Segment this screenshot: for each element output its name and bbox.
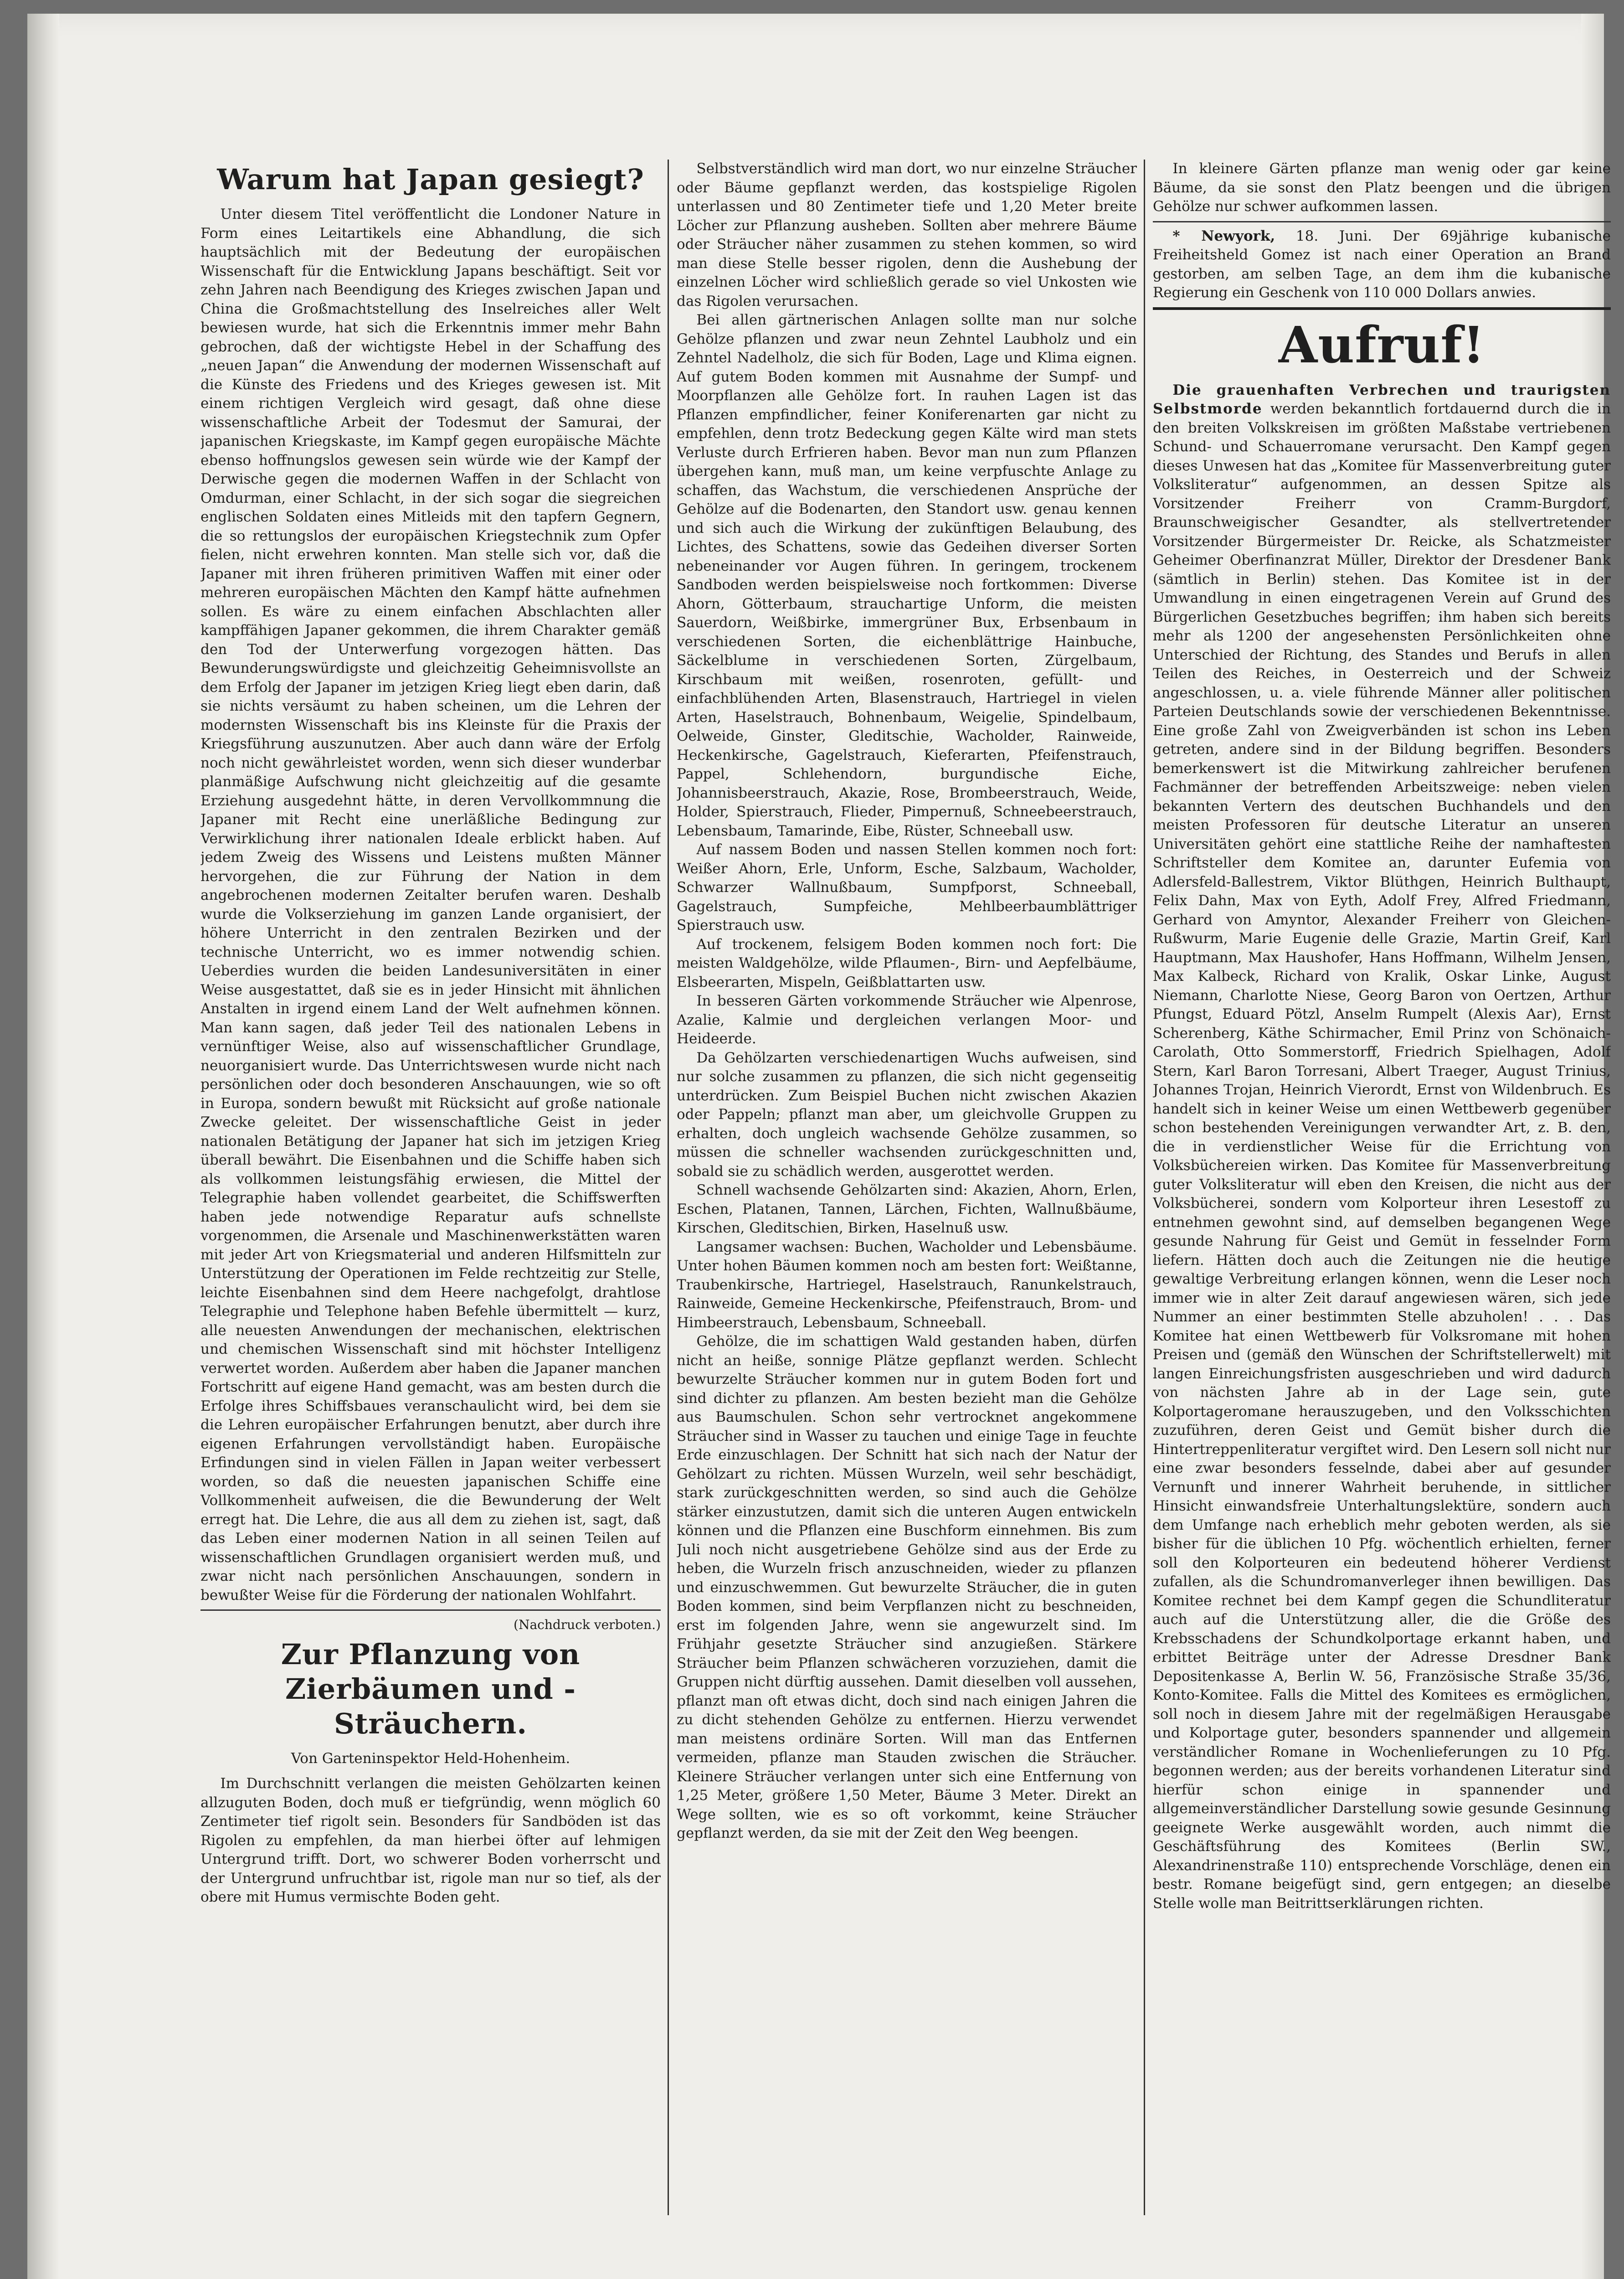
news-dateline: * Newyork, [1172, 227, 1275, 244]
article-paragraph: In kleinere Gärten pflanze man wenig oder gar keine Bäume, da sie sonst den Platz beengen und die übrigen Gehölze nur schwer aufkommen lassen. [1153, 160, 1611, 215]
column-middle [677, 160, 1137, 2215]
article-separator [200, 1609, 661, 1611]
news-item [1153, 227, 1611, 303]
article-paragraph: Auf nassem Boden und nassen Stellen kommen noch fort: Weißer Ahorn, Erle, Unform, Esche, Salzbaum, Wacholder, Schwarzer Wallnußbaum, Sumpfporst, Schneeball, Gagelstrauch, Sumpfeiche, Mehlbeerbaumblättriger Spierstrauch usw. [677, 841, 1137, 933]
article-byline: Von Garteninspektor Held-Hohenheim. [291, 1750, 570, 1767]
article-paragraph: Gehölze, die im schattigen Wald gestanden haben, dürfen nicht an heiße, sonnige Plätze gepflanzt werden. Schlecht bewurzelte Sträucher kommen nur in gutem Boden fort und sind dichter zu pflanzen. Am besten bezieht man die Gehölze aus Baumschulen. Schon sehr vertrocknet angekommene Sträucher sind in Wasser zu tauchen und einige Tage in feuchte Erde einzuschlagen. Der Schnitt hat sich nach der Natur der Gehölzart zu richten. Müssen Wurzeln, weil sehr beschädigt, stark zurückgeschnitten werden, so sind auch die Gehölze stärker einzustutzen, damit sich die unteren Augen entwickeln können und die Pflanzen eine Buschform einnehmen. Bis zum Juli noch nicht ausgetriebene Gehölze sind aus der Erde zu heben, die Wurzeln frisch anzuschneiden, wieder zu pflanzen und einzuschwemmen. Gut bewurzelte Sträucher, die in guten Boden kommen, sind beim Verpflanzen nicht zu beschneiden, erst im folgenden Jahre, wenn sie angewurzelt sind. Im Frühjahr gesetzte Sträucher sind anzugießen. Stärkere Sträucher beim Pflanzen schwächeren vorzuziehen, damit die Gruppen nicht dürftig aussehen. Damit dieselben voll aussehen, pflanzt man oft etwas dicht, doch sind nach einigen Jahren die zu dicht stehenden Gehölze zu entfernen. Hierzu verwendet man meistens ordinäre Sorten. Will man das Entfernen vermeiden, pflanze man Stauden zwischen die Sträucher. Kleinere Sträucher verlangen unter sich eine Entfernung von 1,25 Meter, größere 1,50 Meter, Bäume 3 Meter. Direkt an Wege sollten, wie es so oft vorkommt, keine Sträucher gepflanzt werden, da sie mit der Zeit den Weg beengen. [677, 1333, 1137, 1841]
column-left [200, 160, 661, 2215]
appeal-paragraph [1153, 381, 1611, 1913]
article-paragraph: Auf trockenem, felsigem Boden kommen noch fort: Die meisten Waldgehölze, wilde Pflaumen-, Birn- und Aepfelbäume, Elsbeerarten, Mispeln, Geißblattarten usw. [677, 936, 1137, 990]
article-paragraph: Im Durchschnitt verlangen die meisten Gehölzarten keinen allzuguten Boden, doch muß er tiefgründig, wenn möglich 60 Zentimeter tief rigolt sein. Besonders für Sandböden ist das Rigolen zu empfehlen, da man hierbei öfter auf lehmigen Untergrund trifft. Dort, wo schwerer Boden vorherrscht und der Untergrund unfruchtbar ist, rigole man nur so tief, als der obere mit Humus vermischte Boden geht. [200, 1775, 661, 1905]
column-right [1153, 160, 1611, 2215]
article-paragraph: Da Gehölzarten verschiedenartigen Wuchs aufweisen, sind nur solche zusammen zu pflanzen, die sich nicht gegenseitig unterdrücken. Zum Beispiel Buchen nicht zwischen Akazien oder Pappeln; pflanzt man aber, um gleichvolle Gruppen zu erhalten, doch ungleich wachsende Gehölze zusammen, so müssen die schneller wachsenden zurückgeschnitten und, sobald sie zu schädlich werden, ausgerottet werden. [677, 1049, 1137, 1180]
article-paragraph: Unter diesem Titel veröffentlicht die Londoner Nature in Form eines Leitartikels eine Abhandlung, die sich hauptsächlich mit der Bedeutung der europäischen Wissenschaft für die Entwicklung Japans beschäftigt. Seit vor zehn Jahren nach Beendigung des Krieges zwischen Japan und China die Großmachtstellung des Inselreiches aller Welt bewiesen wurde, hat sich die Erkenntnis immer mehr Bahn gebrochen, daß der wichtigste Hebel in der Schaffung des „neuen Japan“ die Anwendung der modernen Wissenschaft auf die Künste des Friedens und des Krieges gewesen ist. Mit einem richtigen Vergleich wird gesagt, daß ohne diese wissenschaftliche Arbeit der Todesmut der Samurai, der japanischen Kriegskaste, im Kampf gegen europäische Mächte ebenso hoffnungslos gewesen sein würde wie der Kampf der Derwische gegen die modernen Waffen in der Schlacht von Omdurman, einer Schlacht, in der sich sogar die siegreichen englischen Soldaten eines Mitleids mit den tapfern Gegnern, die so rettungslos der europäischen Kriegstechnik zum Opfer fielen, nicht erwehren konnten. Man stelle sich vor, daß die Japaner mit ihren früheren primitiven Waffen mit einer oder mehreren europäischen Mächten den Kampf hätte aufnehmen sollen. Es wäre zu einem einfachen Abschlachten aller kampffähigen Japaner gekommen, die ihrem Charakter gemäß den Tod der Unterwerfung vorgezogen hätten. Das Bewunderungswürdigste und gleichzeitig Geheimnisvollste an dem Erfolg der Japaner im jetzigen Krieg liegt eben darin, daß sie nichts versäumt zu haben scheinen, um die Lehren der modernsten Wissenschaft bis ins Kleinste für die Praxis der Kriegsführung auszunutzen. Aber auch dann wäre der Erfolg noch nicht gewährleistet worden, wenn sich dieser wunderbar planmäßige Aufschwung nicht gleichzeitig auf die gesamte Erziehung ausgedehnt hätte, in deren Vervollkommnung die Japaner mit Recht eine unerläßliche Bedingung zur Verwirklichung ihrer nationalen Ideale erblickt haben. Auf jedem Zweig des Wissens und Leistens mußten Männer hervorgehen, die zur Führung der Nation in dem angebrochenen modernen Zeitalter berufen waren. Deshalb wurde die Volkserziehung im ganzen Lande organisiert, der höhere Unterricht in den zentralen Bezirken und der technische Unterricht, wo es immer notwendig schien. Ueberdies wurden die beiden Landesuniversitäten in einer Weise ausgestattet, daß sie es in jeder Hinsicht mit ähnlichen Anstalten in irgend einem Land der Welt aufnehmen können. Man kann sagen, daß jeder Teil des nationalen Lebens in vernünftiger Weise, also auf wissenschaftlicher Grundlage, neuorganisiert wurde. Das Unterrichtswesen wurde nicht nach persönlichen oder doch besonderen Anschauungen, wie so oft in Europa, sondern bewußt mit Rücksicht auf große nationale Zwecke geleitet. Der wissenschaftliche Geist in jeder nationalen Betätigung der Japaner hat sich im jetzigen Krieg überall bewährt. Die Eisenbahnen und die Schiffe haben sich als vollkommen leistungsfähig erwiesen, die Mittel der Telegraphie haben vollendet gearbeitet, die Schiffswerften haben jede notwendige Reparatur aufs schnellste vorgenommen, die Arsenale und Maschinenwerkstätten waren mit jeder Art von Kriegsmaterial und anderen Hilfsmitteln zur Unterstützung der Operationen im Felde rechtzeitig zur Stelle, leichte Eisenbahnen sind dem Heere nachgefolgt, drahtlose Telegraphie und Telephone haben Befehle übermittelt — kurz, alle neuesten Anwendungen der mechanischen, elektrischen und chemischen Wissenschaft sind mit höchster Intelligenz verwertet worden. Außerdem aber haben die Japaner manchen Fortschritt auf eigene Hand gemacht, was am besten durch die Erfolge ihres Schiffsbaues veranschaulicht wird, bei dem sie die Lehren europäischer Erfahrungen benutzt, aber durch ihre eigenen Erfahrungen vervollständigt haben. Europäische Erfindungen sind in vielen Fällen in Japan weiter verbessert worden, so daß die neuesten japanischen Schiffe eine Vollkommenheit aufweisen, die die Bewunderung der Welt erregt hat. Die Lehre, die aus all dem zu ziehen ist, sagt, daß das Leben einer modernen Nation in all seinen Teilen auf wissenschaftlichen Grundlagen organisiert werden muß, und zwar nicht nach persönlichen Anschauungen, sondern in bewußter Weise für die Förderung der nationalen Wohlfahrt. [200, 206, 661, 1604]
appeal-title: Aufruf! [1278, 315, 1485, 374]
article-paragraph: Selbstverständlich wird man dort, wo nur einzelne Sträucher oder Bäume gepflanzt werden, das kostspielige Rigolen unterlassen und 80 Zentimeter tiefe und 1,20 Meter breite Löcher zur Pflanzung ausheben. Sollten aber mehrere Bäume oder Sträucher näher zusammen zu stehen kommen, so wird man diese Stelle besser rigolen, denn die Aushebung der einzelnen Löcher wird schließlich gerade so viel Unkosten wie das Rigolen verursachen. [677, 160, 1137, 309]
column-divider [668, 160, 669, 2215]
page-binding-shadow [27, 14, 59, 2279]
appeal-text: werden bekanntlich fortdauernd durch die in den breiten Volkskreisen im größten Maßstabe vertriebenen Schund- und Schauerromane verursacht. Den Kampf gegen dieses Unwesen hat das „Komitee für Massenverbreitung guter Volksliteratur“ aufgenommen, an dessen Spitze als Vorsitzender Freiherr von Cramm-Burgdorf, Braunschweigischer Gesandter, als stellvertretender Vorsitzender Bürgermeister Dr. Reicke, als Schatzmeister Geheimer Oberfinanzrat Müller, Direktor der Dresdener Bank (sämtlich in Berlin) stehen. Das Komitee ist in der Umwandlung in einen eingetragenen Verein auf Grund des Bürgerlichen Gesetzbuches begriffen; ihm haben sich bereits mehr als 1200 der angesehensten Persönlichkeiten ohne Unterschied der Richtung, des Standes und Berufs in allen Teilen des Reiches, in Oesterreich und der Schweiz angeschlossen, u. a. viele führende Männer aller politischen Parteien Deutschlands sowie der verschiedenen Bekenntnisse. Eine große Zahl von Zweigverbänden ist schon ins Leben getreten, andere sind in der Bildung begriffen. Besonders bemerkenswert ist die Mitwirkung zahlreicher berufenen Fachmänner der betreffenden Arbeitszweige: neben vielen bekannten Vertern des deutschen Buchhandels und den meisten Professoren für deutsche Literatur an unseren Universitäten gehört eine stattliche Reihe der namhaftesten Schriftsteller dem Komitee an, darunter Eufemia von Adlersfeld-Ballestrem, Viktor Blüthgen, Heinrich Bulthaupt, Felix Dahn, Max von Eyth, Adolf Frey, Alfred Friedmann, Gerhard von Amyntor, Alexander Freiherr von Gleichen-Rußwurm, Marie Eugenie delle Grazie, Martin Greif, Karl Hauptmann, Max Haushofer, Hans Hoffmann, Wilhelm Jensen, Max Kalbeck, Richard von Kralik, Oskar Linke, August Niemann, Charlotte Niese, Georg Baron von Oertzen, Arthur Pfungst, Eduard Pötzl, Anselm Rumpelt (Alexis Aar), Ernst Scherenberg, Käthe Schirmacher, Emil Prinz von Schönaich-Carolath, Otto Sommerstorff, Friedrich Spielhagen, Adolf Stern, Karl Baron Torresani, Albert Traeger, August Trinius, Johannes Trojan, Heinrich Vierordt, Ernst von Wildenbruch. Es handelt sich in keiner Weise um einen Wettbewerb gegenüber schon bestehenden Vereinigungen verwandter Art, z. B. den, die in verdienstlicher Weise für die Errichtung von Volksbüchereien wirken. Das Komitee für Massenverbreitung guter Volksliteratur will eben den Kreisen, die nicht aus der Volksbücherei, sondern vom Kolporteur ihren Lesestoff zu entnehmen gewohnt sind, auf demselben begangenen Wege gesunde Nahrung für Geist und Gemüt in fesselnder Form liefern. Hätten doch auch die Zeitungen nie die heutige gewaltige Verbreitung erlangen können, wenn die Leser noch immer wie in alter Zeit darauf angewiesen wären, sich jede Nummer an einer bestimmten Stelle abzuholen! . . . Das Komitee hat einen Wettbewerb für Volksromane mit hohen Preisen und (gemäß den Wünschen der Schriftstellerwelt) mit langen Einreichungsfristen ausgeschrieben und wird dadurch von nächsten Jahre ab in der Lage sein, gute Kolportageromane herauszugeben, und den Volksschichten zuzuführen, deren Geist und Gemüt bisher durch die Hintertreppenliteratur vergiftet wird. Den Lesern soll nicht nur eine zwar besonders fesselnde, dabei aber auf gesunder Vernunft und innerer Wahrheit beruhende, in sittlicher Hinsicht einwandsfreie Unterhaltungslektüre, sondern auch dem Umfange nach erheblich mehr geboten werden, als sie bisher für die üblichen 10 Pfg. wöchentlich erhielten, ferner soll den Kolporteuren ein bedeutend höherer Verdienst zufallen, als die Schundromanverleger ihnen bewilligen. Das Komitee rechnet bei dem Kampf gegen die Schundliteratur auch auf die Unterstützung aller, die die Größe des Krebsschadens der Schundkolportage erkannt haben, und erbittet Beiträge unter der Adresse Dresdner Bank Depositenkasse A, Berlin W. 56, Französische Straße 35/36, Konto-Komitee. Falls die Mittel des Komitees es ermöglichen, soll noch in diesem Jahre mit der regelmäßigen Herausgabe und Kolportage guter, besonders spannender und allgemein verständlicher Romane in Wochenlieferungen zu 10 Pfg. begonnen werden; aus der bereits vorhandenen Literatur sind hierfür schon einige in spannender und allgemeinverständlicher Darstellung sowie gesunde Gesinnung geeignete Werke ausgewählt worden, auch nimmt die Geschäftsführung des Komitees (Berlin SW., Alexandrinenstraße 110) entsprechende Vorschläge, denen ein bestr. Romane beigefügt sind, gern entgegen; an dieselbe Stelle wolle man Beitrittserklärungen richten. [1153, 401, 1611, 1912]
article-separator [1153, 221, 1611, 222]
article-paragraph: Bei allen gärtnerischen Anlagen sollte man nur solche Gehölze pflanzen und zwar neun Zehntel Laubholz und ein Zehntel Nadelholz, die sich für Boden, Lage und Klima eignen. Auf gutem Boden kommen mit Ausnahme der Sumpf- und Moorpflanzen alle Gehölze fort. In rauhen Lagen ist das Pflanzen empfindlicher, feiner Koniferenarten gar nicht zu empfehlen, denn trotz Bedeckung gegen Kälte wird man stets Verluste durch Erfrieren haben. Bevor man nun zum Pflanzen übergehen kann, muß man, um keine verpfuschte Anlage zu schaffen, das Wachstum, die verschiedenen Ansprüche der Gehölze auf die Bodenarten, den Standort usw. genau kennen und sich auch die Wirkung der zukünftigen Belaubung, des Lichtes, des Schattens, sowie das Gedeihen diverser Sorten nebeneinander vor Augen führen. In geringem, trockenem Sandboden werden beispielsweise noch fortkommen: Diverse Ahorn, Götterbaum, strauchartige Unform, die meisten Sauerdorn, Weißbirke, immergrüner Bux, Erbsenbaum in verschiedenen Sorten, die eichenblättrige Hainbuche, Säckelblume in verschiedenen Sorten, Zürgelbaum, Kirschbaum mit weißen, rosenroten, gefüllt- und einfachblühenden Arten, Blasenstrauch, Hartriegel in vielen Arten, Haselstrauch, Bohnenbaum, Weigelie, Spindelbaum, Oelweide, Ginster, Gleditschie, Wacholder, Rainweide, Heckenkirsche, Gagelstrauch, Kieferarten, Pfeifenstrauch, Pappel, Schlehendorn, burgundische Eiche, Johannisbeerstrauch, Akazie, Rose, Brombeerstrauch, Weide, Holder, Spierstrauch, Flieder, Pimpernuß, Schneebeerstrauch, Lebensbaum, Tamarinde, Eibe, Rüster, Schneeball usw. [677, 312, 1137, 839]
reprint-notice: (Nachdruck verboten.) [514, 1617, 661, 1632]
appeal-lead: Die grauenhaften Verbrechen und traurigsten Selbstmorde [1153, 382, 1611, 417]
article-paragraph: In besseren Gärten vorkommende Sträucher wie Alpenrose, Azalie, Kalmie und dergleichen verlangen Moor- und Heideerde. [677, 993, 1137, 1047]
article-separator [1153, 307, 1611, 310]
newspaper-page [27, 14, 1611, 2279]
article-paragraph: Schnell wachsende Gehölzarten sind: Akazien, Ahorn, Erlen, Eschen, Platanen, Tannen, Lärchen, Fichten, Wallnußbäume, Kirschen, Gleditschien, Birken, Haselnuß usw. [677, 1182, 1137, 1236]
news-text: 18. Juni. Der 69jährige kubanische Freiheitsheld Gomez ist nach einer Operation an Brand gestorben, am selben Tage, an dem ihm die kubanische Regierung ein Geschenk von 110 000 Dollars anwies. [1153, 227, 1611, 301]
article-title: Warum hat Japan gesiegt? [217, 163, 644, 196]
article-paragraph: Langsamer wachsen: Buchen, Wacholder und Lebensbäume. Unter hohen Bäumen kommen noch am besten fort: Weißtanne, Traubenkirsche, Hartriegel, Haselstrauch, Ranunkelstrauch, Rainweide, Gemeine Heckenkirsche, Pfeifenstrauch, Brom- und Himbeerstrauch, Lebensbaum, Schneeball. [677, 1238, 1137, 1331]
article-title: Zur Pflanzung von Zierbäumen und -Sträuchern. [281, 1637, 581, 1740]
column-divider [1144, 160, 1145, 2215]
